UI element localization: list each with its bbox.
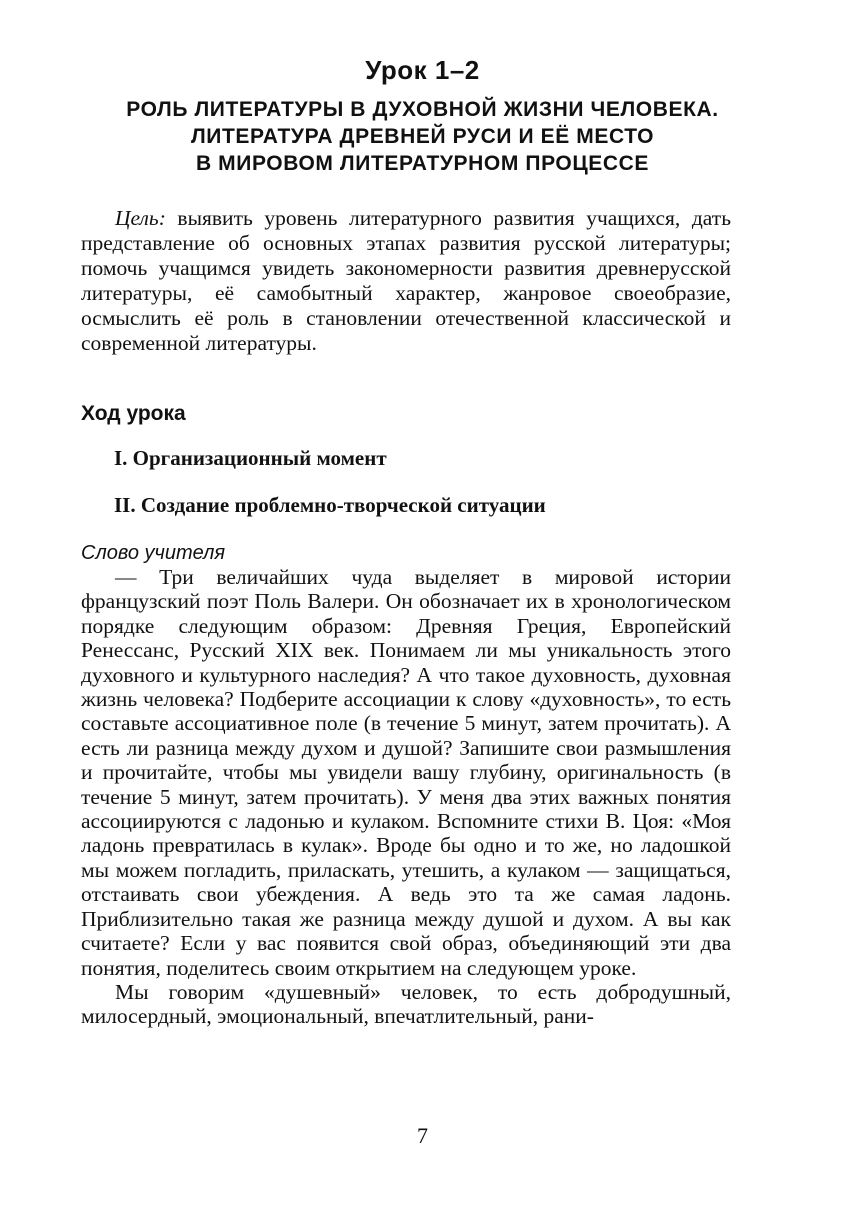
stage-heading: II. Создание проблемно-творческой ситуации <box>114 493 546 517</box>
paragraph: — Три величайших чуда выделяет в мировой истории французский поэт Поль Валери. Он обозначает их в хронологическом порядке следующим образом: Древняя Греция, Европейский Ренессанс, Русский XIX век. Понимаем ли мы уникальность этого духовного и культурного наследия? А что такое духовность, духовная жизнь человека? Подберите ассоциации к слову «духовность», то есть составьте ассоциативное поле (в течение 5 минут, затем прочитать). А есть ли разница между духом и душой? Запишите свои размышления и прочитайте, чтобы мы увидели вашу глубину, оригинальность (в течение 5 минут, затем прочитать). У меня два этих важных понятия ассоциируются с ладонью и кулаком. Вспомните стихи В. Цоя: «Моя ладонь превратилась в кулак». Вроде бы одно и то же, но ладошкой мы можем погладить, приласкать, утешить, а кулаком — защищаться, отстаивать свои убеждения. А ведь это та же самая ладонь. Приблизительно такая же разница между душой и духом. А вы как считаете? Если у вас появится свой образ, объединяющий эти два понятия, поделитесь своим открытием на следующем уроке. <box>81 565 731 980</box>
course-heading: Ход урока <box>81 402 186 425</box>
goal-label: Цель: <box>115 206 166 230</box>
teacher-speech-label: Слово учителя <box>81 542 226 564</box>
teacher-speech <box>81 565 731 1029</box>
paragraph: Мы говорим «душевный» человек, то есть добродушный, милосердный, эмоциональный, впечатлительный, рани- <box>81 979 731 1029</box>
lesson-title <box>60 96 785 177</box>
lesson-title-line: В МИРОВОМ ЛИТЕРАТУРНОМ ПРОЦЕССЕ <box>195 152 650 175</box>
page-number: 7 <box>417 1123 428 1148</box>
lesson-goal <box>81 206 731 356</box>
lesson-number: Урок 1–2 <box>365 55 480 85</box>
stage-heading: I. Организационный момент <box>114 446 387 470</box>
lesson-title-line: ЛИТЕРАТУРА ДРЕВНЕЙ РУСИ И ЕЁ МЕСТО <box>190 125 655 148</box>
goal-text: выявить уровень литературного развития учащихся, дать представление об основных этапах развития русской литературы; помочь учащимся увидеть закономерности развития древнерусской литературы, её самобытный характер, жанровое своеобразие, осмыслить её роль в становлении отечественной классической и современной литературы. <box>81 206 731 355</box>
lesson-title-line: РОЛЬ ЛИТЕРАТУРЫ В ДУХОВНОЙ ЖИЗНИ ЧЕЛОВЕКА. <box>126 98 719 121</box>
